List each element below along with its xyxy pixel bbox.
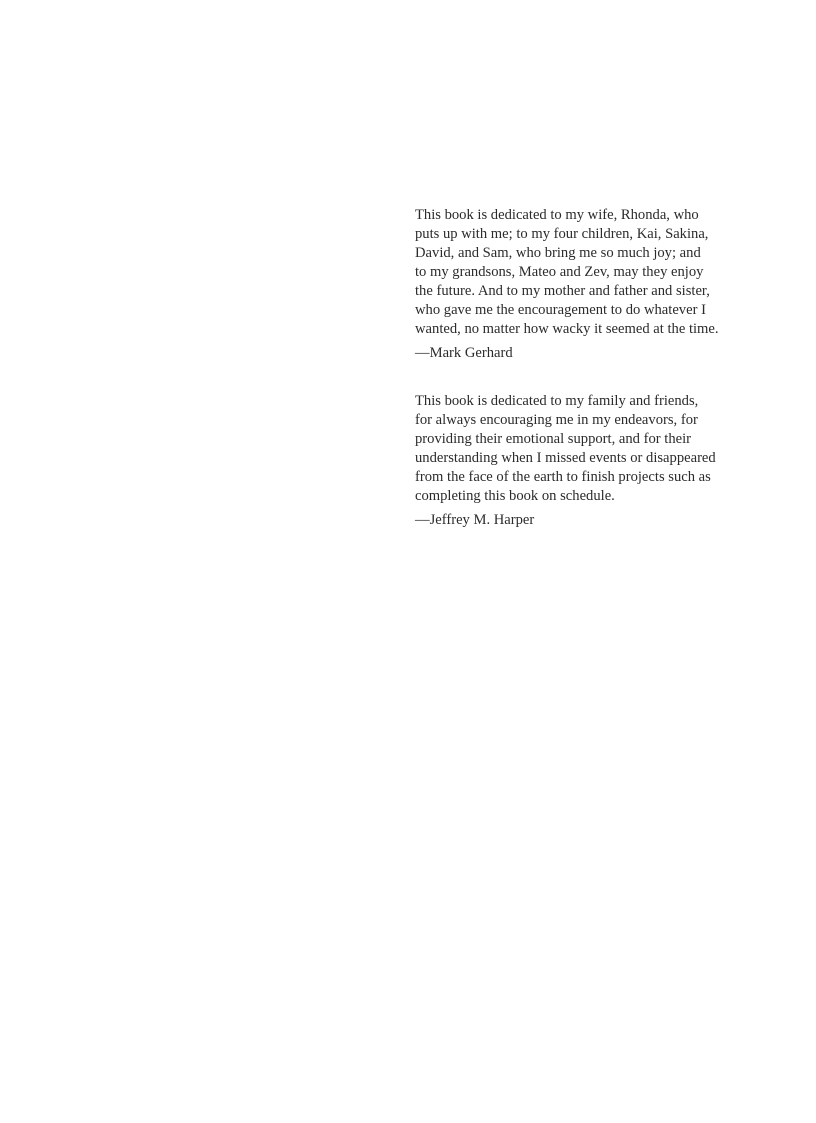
dedication-line: This book is dedicated to my wife, Rhonda, who [415,207,699,223]
dedication-line: to my grandsons, Mateo and Zev, may they enjoy [415,264,704,280]
dedication-line: David, and Sam, who bring me so much joy; and [415,245,701,261]
dedication-line: the future. And to my mother and father and sister, [415,283,710,299]
dedication-line: who gave me the encouragement to do whatever I [415,302,706,318]
dedication-line: understanding when I missed events or disappeared [415,450,716,466]
dedication-line: from the face of the earth to finish projects such as [415,469,711,485]
dedication-line: completing this book on schedule. [415,488,615,504]
dedication-mark-gerhard [415,206,805,363]
dedication-line: wanted, no matter how wacky it seemed at the time. [415,321,719,337]
dedication-line: This book is dedicated to my family and friends, [415,393,699,409]
dedication-signature: —Jeffrey M. Harper [415,512,535,528]
dedication-text [415,392,805,506]
dedication-text [415,206,805,339]
dedication-jeffrey-harper [415,392,805,530]
dedication-line: puts up with me; to my four children, Kai, Sakina, [415,226,709,242]
dedication-line: providing their emotional support, and for their [415,431,692,447]
dedication-line: for always encouraging me in my endeavors, for [415,412,698,428]
dedication-signature: —Mark Gerhard [415,345,513,361]
dedications-block [415,206,805,530]
